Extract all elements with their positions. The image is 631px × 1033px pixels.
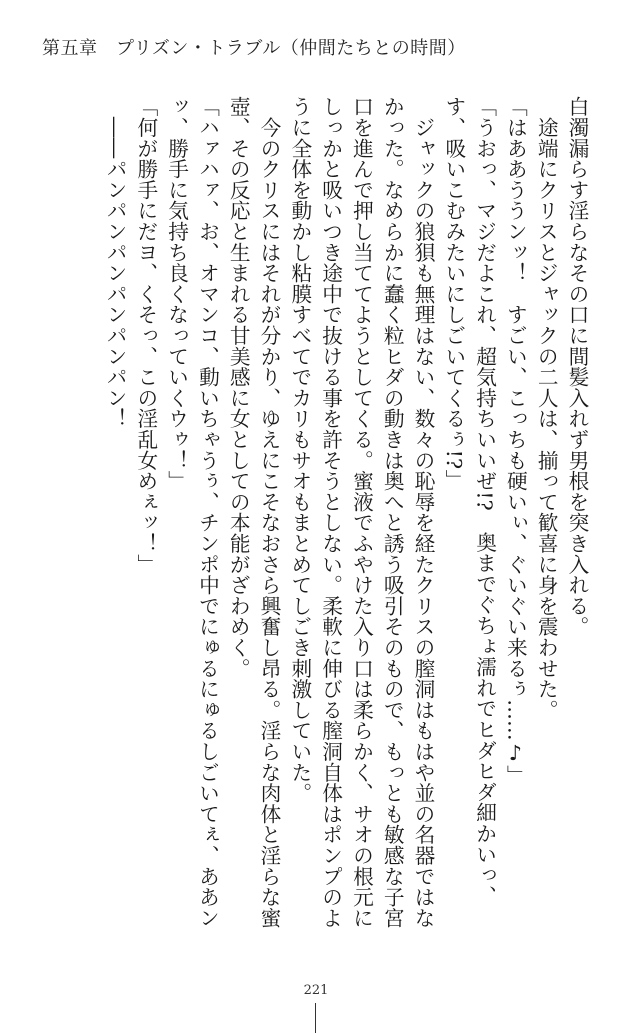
chapter-header: 第五章 プリズン・トラブル（仲間たちとの時間） <box>42 38 466 59</box>
dialogue-line: 「ハァハァ、お、オマンコ、動いちゃうぅ、チンポ中でにゅるにゅるしごいてぇ、ああンッ、勝手に気持ち良くなっていくウゥ！」 <box>164 96 220 928</box>
dialogue-line: 「はああううンッ！ すごい、こっちも硬いぃ、ぐいぐい来るぅ……♪」 <box>503 96 528 786</box>
vertical-body-text <box>40 96 592 938</box>
paragraph: ジャックの狼狽も無理はない、数々の恥辱を経たクリスの膣洞はもはや並の名器ではなかった。なめらかに蠢く粒ヒダの動きは奥へと誘う吸引そのもので、もっとも敏感な子宮口を進んで押し当ててようとしてくる。蜜液でふやけた入り口は柔らかく、サオの根元にしっかと吸いつき途中で抜ける事を許そうとしない。柔軟に伸びる膣洞自体はポンプのように全体を動かし粘膜すべてでカリもサオもまとめてしごき刺激していた。 <box>287 96 436 928</box>
paragraph: 白濁漏らす淫らなその口に間髪入れず男根を突き入れる。 <box>565 96 589 637</box>
paragraph: 途端にクリスとジャックの二人は、揃って歓喜に身を震わせた。 <box>534 96 559 720</box>
page-number: 221 <box>303 983 329 998</box>
dialogue-line: 「何が勝手にだヨ、くそっ、この淫乱女めぇッ！」 <box>133 96 158 575</box>
paragraph: 今のクリスにはそれが分かり、ゆえにこそなおさら興奮し昂る。淫らな肉体と淫らな蜜壺、その反応と生まれる甘美感に女としての本能がざわめく。 <box>226 96 282 928</box>
paragraph: ――パンパンパンパンパンパン！ <box>103 96 128 429</box>
dialogue-line: 「うおっ、マジだよこれ、超気持ちいいぜ!? 奥までぐちょ濡れでヒダヒダ細かいっ、す、吸いこむみたいにしごいてくるぅ!?」 <box>441 96 497 907</box>
page-number-rule <box>315 1003 316 1033</box>
